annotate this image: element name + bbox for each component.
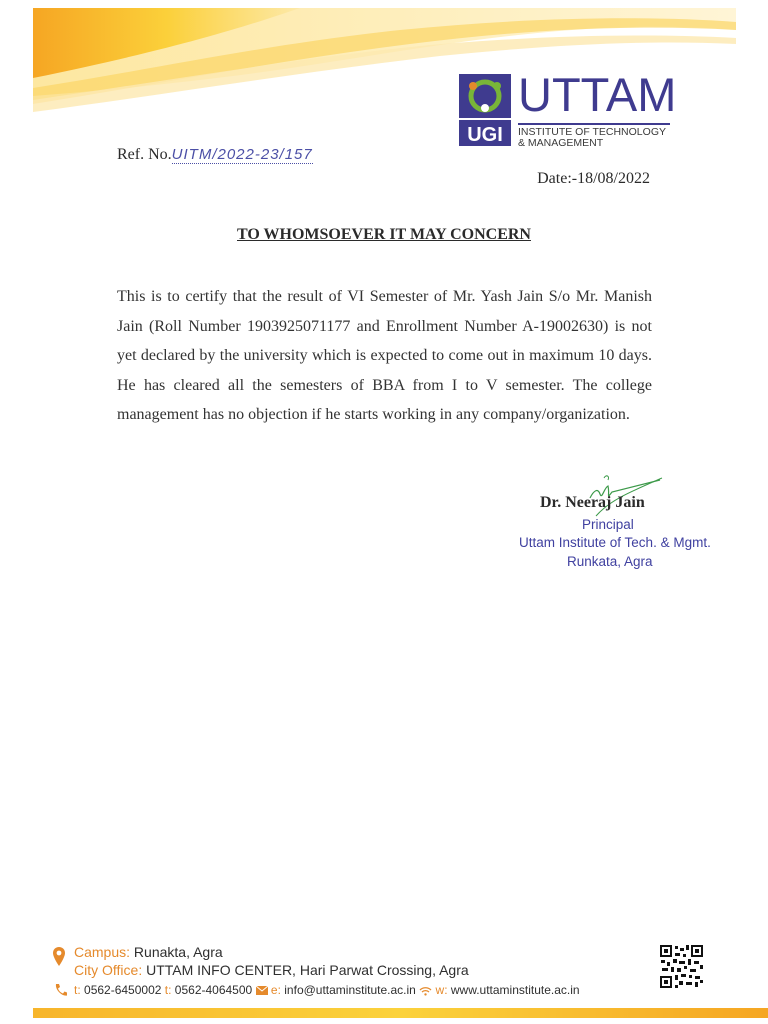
- signatory-name: Dr. Neeraj Jain: [540, 494, 645, 511]
- email: info@uttaminstitute.ac.in: [284, 983, 416, 997]
- letter-date: Date:-18/08/2022: [537, 170, 650, 187]
- email-prefix: e:: [270, 983, 281, 997]
- mail-icon: [256, 986, 268, 995]
- phone1: 0562-6450002: [84, 983, 162, 997]
- web-prefix: w:: [435, 983, 448, 997]
- logo-mark-text: UGI: [467, 124, 503, 146]
- footer-contact-line: [74, 982, 580, 998]
- city-office-label: City Office:: [74, 962, 143, 978]
- city-office-value: UTTAM INFO CENTER, Hari Parwat Crossing, Agra: [146, 962, 469, 978]
- logo-divider: [518, 123, 670, 125]
- institute-subtitle-line2: & MANAGEMENT: [518, 137, 604, 149]
- letter-subject: TO WHOMSOEVER IT MAY CONCERN: [237, 226, 531, 243]
- qr-code-icon: [659, 944, 704, 989]
- footer-campus: [74, 943, 223, 961]
- stamp-title: Principal: [582, 517, 634, 532]
- phone2-prefix: t:: [164, 983, 172, 997]
- footer-city-office: [74, 961, 469, 979]
- institute-logo-mark: [459, 74, 511, 146]
- campus-value: Runakta, Agra: [133, 944, 223, 960]
- institute-name: UTTAM: [518, 68, 677, 121]
- wifi-icon: [419, 986, 432, 996]
- reference-number: [117, 145, 313, 165]
- website: www.uttaminstitute.ac.in: [450, 983, 580, 997]
- institute-subtitle-line1: INSTITUTE OF TECHNOLOGY: [518, 126, 666, 138]
- ref-label: Ref. No.: [117, 146, 172, 163]
- phone-icon: [54, 983, 67, 997]
- footer-color-bar: [33, 1008, 768, 1018]
- ref-value-handwritten: UITM/2022-23/157: [171, 146, 313, 163]
- location-pin-icon: [52, 946, 66, 968]
- phone1-prefix: t:: [74, 983, 81, 997]
- letter-body: This is to certify that the result of VI Semester of Mr. Yash Jain S/o Mr. Manish Jain (Roll Number 1903925071177 and Enrollment Number A-19002630) is not yet declared by the university which is expected to come out in maximum 10 days. He has cleared all the semesters of BBA from I to V semester. The college management has no objection if he starts working in any company/organization.: [117, 288, 652, 423]
- campus-label: Campus:: [74, 944, 131, 960]
- phone2: 0562-4064500: [174, 983, 253, 997]
- stamp-organization: Uttam Institute of Tech. & Mgmt.: [519, 535, 711, 550]
- stamp-place: Runkata, Agra: [567, 554, 653, 569]
